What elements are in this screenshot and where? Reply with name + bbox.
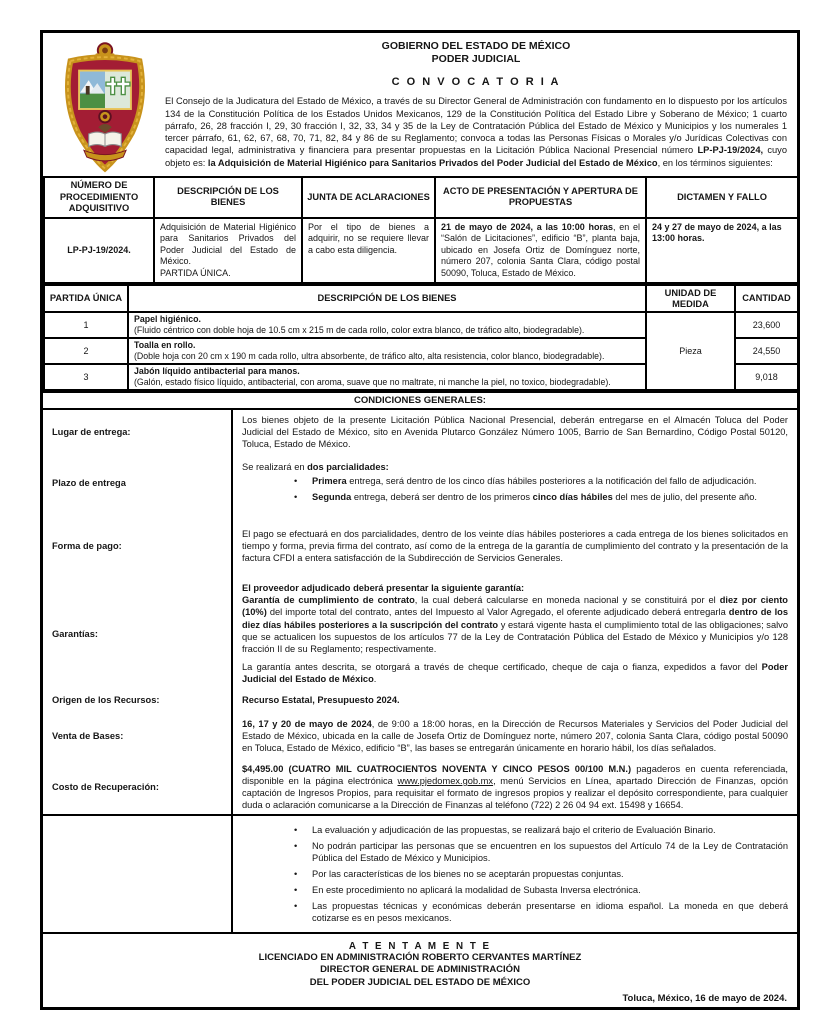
bullet-icon: • (294, 476, 298, 487)
text-segment: cuyo objeto es: (165, 145, 787, 168)
bullet-icon: • (294, 492, 298, 503)
condition-row-lugar-de-entrega (43, 410, 797, 454)
bullet-text (312, 475, 756, 487)
text-segment: dos parcialidades: (307, 462, 389, 473)
bullet-text: Las propuestas técnicas y económicas deberán presentarse en idioma español. La moneda en que deberá cotizarse es en pesos mexicanos. (312, 900, 788, 923)
signatory-title: DIRECTOR GENERAL DE ADMINISTRACIÓN (320, 964, 520, 976)
cell-descripcion (154, 218, 302, 284)
text-segment: Primera (312, 476, 347, 487)
header-cantidad: CANTIDAD (735, 285, 798, 312)
item-unit: Pieza (646, 312, 735, 390)
plazo-bullet-1 (290, 475, 788, 487)
text-segment: Poder Judicial del Estado de México (242, 661, 788, 684)
text-segment: , menú Servicios en Línea, apartado Dirección de Finanzas, opción captación de Ingresos Propios, para requisitar el formato de ingresos propios y realizar el depósito correspondiente, para cualquier duda o aclaración comunicarse a la Dirección de Finanzas al teléfono (722) 2 26 04 94 ext. 15498 y 16654. (242, 775, 788, 811)
origen-text: Recurso Estatal, Presupuesto 2024. (242, 694, 400, 705)
note-bullet-3 (290, 868, 788, 880)
venta-dates: 16, 17 y 20 de mayo de 2024 (242, 718, 372, 729)
condition-row-costo-recuperacion (43, 760, 797, 814)
item-row (44, 312, 798, 338)
item-number: 1 (44, 312, 128, 338)
procedure-table-header-row (44, 177, 798, 218)
item-name: Jabón líquido antibacterial para manos. (134, 366, 300, 377)
header-descripcion: DESCRIPCIÓN DE LOS BIENES (128, 285, 646, 312)
bullet-icon: • (294, 900, 298, 911)
header-numero-procedimiento: NÚMERO DE PROCEDIMIENTO ADQUISITIVO (44, 177, 154, 218)
text-segment: dentro de los diez días hábiles posteriores a la suscripción del contrato (242, 607, 788, 630)
condition-content-costo (233, 760, 797, 814)
condition-content-plazo (233, 454, 797, 512)
text-segment: PARTIDA ÚNICA. (160, 267, 231, 278)
procedure-number: LP-PJ-19/2024, (697, 145, 764, 156)
item-quantity: 23,600 (735, 312, 798, 338)
garantias-heading: El proveedor adjudicado deberá presentar la siguiente garantía: (242, 583, 525, 594)
text-segment: del importe total del contrato, antes del Impuesto al Valor Agregado, el oferente adjudicado deberá entregarla (266, 607, 729, 618)
text-segment: diez por ciento (10%) (242, 595, 788, 618)
header-unidad-medida: UNIDAD DE MEDIDA (646, 285, 735, 312)
general-conditions-title: CONDICIONES GENERALES: (43, 391, 797, 410)
pjedomex-link[interactable]: www.pjedomex.gob.mx (397, 775, 494, 786)
text-segment: cinco días hábiles (532, 492, 613, 503)
item-description (128, 364, 646, 390)
text-segment: entrega, será dentro de los cinco días hábiles posteriores a la notificación del fallo de adjudicación. (346, 476, 757, 487)
bullet-icon: • (294, 824, 298, 835)
text-segment: , en el “Salón de Licitaciones”, edificio “B”, planta baja, ubicado en Josefa Ortiz de Domínguez norte, número 207, colonia Santa Clara, código postal 50090, Toluca, Estado de México. (441, 221, 640, 278)
header-junta-aclaraciones: JUNTA DE ACLARACIONES (302, 177, 435, 218)
note-bullet-4 (290, 884, 788, 896)
item-number: 3 (44, 364, 128, 390)
document-header (43, 33, 797, 176)
header-dictamen-fallo: DICTAMEN Y FALLO (646, 177, 798, 218)
condition-label-plazo: Plazo de entrega (43, 454, 233, 512)
intro-paragraph (165, 95, 787, 169)
header-partida-unica: PARTIDA ÚNICA (44, 285, 128, 312)
note-bullet-2 (290, 840, 788, 864)
text-segment: pagaderos en cuenta referenciada, disponible en la página electrónica (242, 763, 788, 786)
garantias-cheque (242, 661, 788, 685)
signature-block (51, 952, 789, 990)
text-segment: del mes de julio, del presente año. (612, 492, 757, 503)
closing-section (43, 932, 797, 1007)
condition-content-origen (233, 688, 797, 712)
note-bullet-1 (290, 824, 788, 836)
item-spec: (Doble hoja con 20 cm x 190 m cada rollo, ultra absorbente, de tráfico alto, alta resistencia, color blanco, biodegradable). (134, 351, 605, 362)
item-name: Papel higiénico. (134, 314, 201, 325)
text-segment: Se realizará en (242, 462, 308, 473)
bullet-text: Por las características de los bienes no se aceptarán propuestas conjuntas. (312, 868, 624, 879)
bullet-text: No podrán participar las personas que se encuentren en los supuestos del Artículo 74 de la Ley de Contratación Pública del Estado de México y Municipios. (312, 840, 788, 863)
items-table-header-row (44, 285, 798, 312)
garantias-detail (242, 594, 788, 654)
document-title: C O N V O C A T O R I A (391, 76, 561, 89)
text-segment: entrega, deberá ser dentro de los primeros (351, 492, 533, 503)
condition-label-venta: Venta de Bases: (43, 712, 233, 760)
costo-amount: $4,495.00 (CUATRO MIL CUATROCIENTOS NOVENTA Y CINCO PESOS 00/100 M.N.) (242, 763, 632, 774)
condition-row-forma-de-pago (43, 512, 797, 579)
cell-junta: Por el tipo de bienes a adquirir, no se requiere llevar a cabo esta diligencia. (302, 218, 435, 284)
signatory-name: LICENCIADO EN ADMINISTRACIÓN ROBERTO CERVANTES MARTÍNEZ (258, 951, 582, 963)
text-segment: La garantía antes descrita, se otorgará a través de cheque certificado, cheque de caja o fianza, expedidos a favor del (242, 661, 762, 672)
header-acto-presentacion: ACTO DE PRESENTACIÓN Y APERTURA DE PROPUESTAS (435, 177, 646, 218)
condition-label-forma: Forma de pago: (43, 512, 233, 579)
estado-de-mexico-coat-of-arms (55, 40, 155, 172)
procurement-object: la Adquisición de Material Higiénico para Sanitarios Privados del Poder Judicial del Estado de México (207, 157, 658, 168)
condition-label-lugar: Lugar de entrega: (43, 410, 233, 454)
text-segment: y estará vigente hasta el cumplimiento total de las obligaciones; salvo que se actualicen los supuestos de los artículos 77 de la Ley de Contratación Pública del Estado de México y Municipios y/o 128 fracción II de su Reglamento; respectivamente. (242, 619, 788, 654)
place-and-date: Toluca, México, 16 de mayo de 2024. (622, 993, 787, 1004)
condition-row-origen-recursos (43, 688, 797, 712)
header-descripcion-bienes: DESCRIPCIÓN DE LOS BIENES (154, 177, 302, 218)
judicial-branch-name: PODER JUDICIAL (431, 53, 521, 66)
cell-dictamen: 24 y 27 de mayo de 2024, a las 13:00 horas. (646, 218, 798, 284)
cell-acto (435, 218, 646, 284)
text-segment: . (373, 673, 377, 684)
item-quantity: 24,550 (735, 338, 798, 364)
text-segment: , en los términos siguientes: (657, 157, 773, 168)
text-segment: Garantía de cumplimiento de contrato (242, 595, 415, 606)
condition-content-venta (233, 712, 797, 760)
condition-row-plazo-de-entrega (43, 454, 797, 512)
government-name: GOBIERNO DEL ESTADO DE MÉXICO (381, 40, 571, 52)
atentamente-heading: A T E N T A M E N T E (348, 940, 492, 952)
costo-text (242, 763, 788, 811)
text-segment: El Consejo de la Judicatura del Estado de México, a través de su Director General de Administración con fundamento en lo dispuesto por los artículos 134 de la Constitución Política de los Estados Unidos Mexicanos, 129 de la Constitución Política del Estado Libre y Soberano de México; 1 cuarto párrafo, 26, 28 fracción I, 29, 30 fracción I, 32, 33, 34 y 35 de la Ley de Contratación Pública del Estado de México y Municipios y los numerales 1 tercer párrafo, 61, 62, 67, 68, 70, 71, 82, 84 y 86 de su Reglamento; convoca a todas las Personas Físicas o Morales y/o Jurídicas Colectivas con capacidad legal, administrativa y financiera para presentar propuestas en la Licitación Pública Nacional Presencial número (165, 96, 787, 156)
item-spec: (Fluido céntrico con doble hoja de 10.5 cm x 215 m de cada rollo, color extra blanco, de tráfico alto, biodegradable). (134, 325, 585, 336)
procedure-table-data-row (44, 218, 798, 284)
plazo-bullet-2 (290, 491, 788, 503)
bullet-text: La evaluación y adjudicación de las propuestas, se realizará bajo el criterio de Evaluación Binario. (312, 824, 716, 835)
condition-content-garantias (233, 579, 797, 688)
coat-of-arms-icon (57, 40, 153, 178)
condition-content-forma (233, 512, 797, 579)
cell-numero: LP-PJ-19/2024. (44, 218, 154, 284)
general-notes-row (43, 814, 797, 932)
item-description (128, 312, 646, 338)
item-name: Toalla en rollo. (134, 340, 196, 351)
item-quantity: 9,018 (735, 364, 798, 390)
lugar-text: Los bienes objeto de la presente Licitación Pública Nacional Presencial, deberán entregarse en el Almacén Toluca del Poder Judicial del Estado de México, sito en Avenida Plutarco González Número 1005, Barrio de San Bernardino, Código Postal 50120, Toluca, Estado de México. (242, 415, 788, 450)
header-text-block (155, 40, 789, 172)
item-number: 2 (44, 338, 128, 364)
text-segment: Adquisición de Material Higiénico para Sanitarios Privados del Poder Judicial del Estado de México. (160, 221, 296, 267)
signatory-institution: DEL PODER JUDICIAL DEL ESTADO DE MÉXICO (309, 977, 531, 989)
note-bullet-5 (290, 900, 788, 924)
bullet-icon: • (294, 884, 298, 895)
condition-label-costo: Costo de Recuperación: (43, 760, 233, 814)
condition-label-origen: Origen de los Recursos: (43, 688, 233, 712)
forma-text: El pago se efectuará en dos parcialidades, dentro de los veinte días hábiles posteriores a cada entrega de los bienes solicitados en tiempo y forma, previa firma del contrato, así como de la entrega de la garantía de cumplimiento del contrato y la presentación de la factura CFDI a entera satisfacción de la Subdirección de Servicios Generales. (242, 528, 788, 563)
bullet-icon: • (294, 868, 298, 879)
acto-date: 21 de mayo de 2024, a las 10:00 horas (441, 221, 613, 232)
condition-label-garantias: Garantías: (43, 579, 233, 688)
bullet-icon: • (294, 840, 298, 851)
venta-text (242, 718, 788, 754)
general-notes-empty-label (43, 816, 233, 932)
condition-content-lugar (233, 410, 797, 454)
text-segment: , de 9:00 a 18:00 horas, en la Dirección de Recursos Materiales y Servicios del Poder Judicial del Estado de México, ubicada en la calle de Josefa Ortiz de Domínguez norte, número 207, colonia Santa Clara, código postal 50090 en Toluca, Estado de México, edificio “B”, las bases se entregarán únicamente en horario hábil, los días señalados. (242, 718, 789, 754)
item-description (128, 338, 646, 364)
condition-row-venta-de-bases (43, 712, 797, 760)
procedure-table (43, 176, 799, 284)
convocatoria-document (40, 30, 800, 1010)
item-spec: (Galón, estado físico líquido, antibacterial, con aroma, suave que no maltrate, ni manche la piel, no toxico, biodegradable). (134, 377, 611, 388)
general-notes-content (233, 816, 797, 932)
bullet-text: En este procedimiento no aplicará la modalidad de Subasta Inversa electrónica. (312, 884, 641, 895)
text-segment: , la cual deberá calcularse en moneda nacional y se constituirá por el (414, 595, 720, 606)
items-table (43, 284, 799, 391)
plazo-intro (242, 461, 788, 473)
condition-row-garantias (43, 579, 797, 688)
bullet-text (312, 491, 757, 503)
text-segment: Segunda (312, 492, 352, 503)
